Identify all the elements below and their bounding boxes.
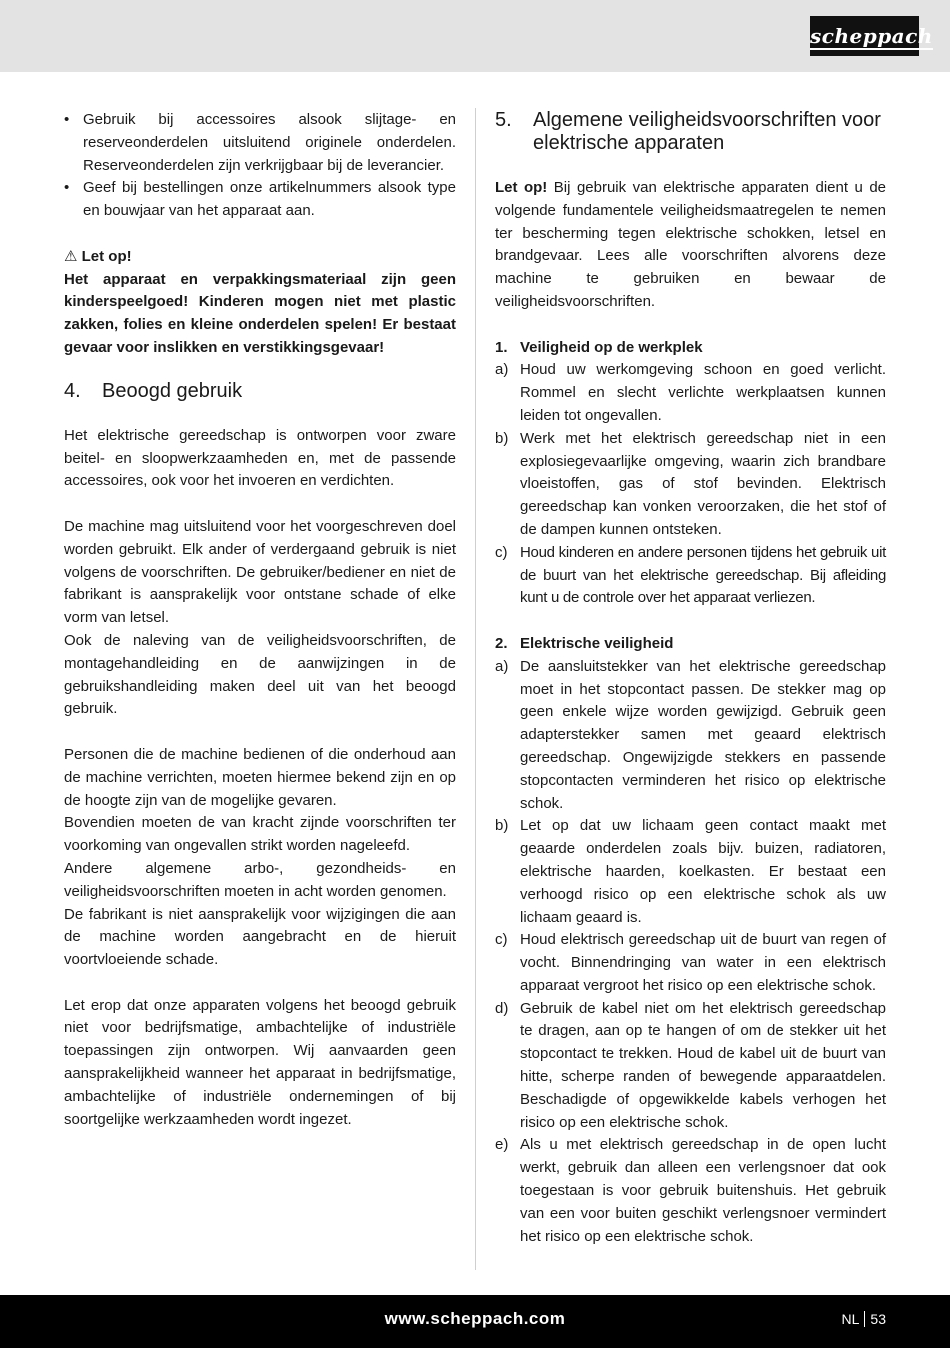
page-indicator xyxy=(842,1295,886,1343)
page-number: 53 xyxy=(870,1311,886,1327)
section-4-number: 4. xyxy=(64,379,81,402)
list-item xyxy=(495,542,886,610)
right-column xyxy=(495,109,886,1248)
subsection-1-title: Veiligheid op de werkplek xyxy=(520,338,703,356)
item-label: e) xyxy=(495,1136,509,1154)
item-label: b) xyxy=(495,429,509,447)
item-label: d) xyxy=(495,999,509,1017)
item-text: Als u met elektrisch gereedschap in de open lucht werkt, gebruik dan alleen een verlengsnoer dat ook toegestaan is voor gebruik buitenshuis. Het gebruik van een voor buiten geschikt verlengsnoer vermindert het risico op een elektrische schok. xyxy=(520,1136,886,1245)
item-text: Gebruik de kabel niet om het elektrisch gereedschap te dragen, aan op te hangen of om de stekker uit het stopcontact te trekken. Houd de kabel uit de buurt van hitte, scherpe randen of bewegende apparaatdelen. Beschadigde of opgewikkelde kabels verhogen het risico op een elektrische schok. xyxy=(520,999,886,1131)
paragraph: De fabrikant is niet aansprakelijk voor wijzigingen die aan de machine worden aangebracht en de hieruit voortvloeiende schade. xyxy=(64,905,456,969)
bullet-item: • Gebruik bij accessoires alsook slijtage- en reserveonderdelen uitsluitend originele onderdelen. Reserveonderdelen zijn verkrijgbaar bij de leverancier. xyxy=(64,109,456,177)
paragraph: Het elektrische gereedschap is ontworpen voor zware beitel- en sloopwerkzaamheden en, met de passende accessoires, ook voor het invoeren en verdichten. xyxy=(64,426,456,490)
item-text: Let op dat uw lichaam geen contact maakt met geaarde onderdelen zoals bijv. buizen, radiatoren, elektrische haarden, koelkasten. Er bestaat een verhoogd risico op een elektrische schok als uw lichaam geaard is. xyxy=(520,817,886,926)
subsection-1-heading xyxy=(495,337,886,360)
list-item xyxy=(495,428,886,542)
subsection-1-number: 1. xyxy=(495,338,508,356)
intro-bold: Let op! xyxy=(495,179,548,196)
item-text: Houd elektrisch gereedschap uit de buurt van regen of vocht. Binnendringing van water in een elektrisch apparaat vergroot het risico op een elektrische schok. xyxy=(520,931,886,994)
intro-text: Bij gebruik van elektrische apparaten dient u de volgende fundamentele veiligheidsmaatregelen te nemen ter bescherming tegen elektrische schokken, letsel en brandgevaar. Lees alle voorschriften alvorens deze machine te gebruiken en bewaar de veiligheidsvoorschriften. xyxy=(495,179,886,310)
item-label: b) xyxy=(495,817,509,835)
item-text: Houd kinderen en andere personen tijdens het gebruik uit de buurt van het elektrische gereedschap. Bij afleiding kunt u de controle over het apparaat verliezen. xyxy=(520,543,886,607)
item-label: a) xyxy=(495,361,509,379)
scheppach-logo xyxy=(810,16,933,56)
item-text: De aansluitstekker van het elektrische gereedschap moet in het stopcontact passen. De stekker mag op geen enkele wijze worden gewijzigd. Gebruik geen adapterstekker samen met geaard elektrisch gereedschap. Ongewijzigde stekkers en passende stopcontacten verminderen het risico op elektrische schok. xyxy=(520,657,886,812)
header-band xyxy=(0,0,950,72)
footer-url[interactable]: www.scheppach.com xyxy=(384,1309,566,1328)
language-code: NL xyxy=(841,1311,860,1327)
section-5-intro xyxy=(495,177,886,314)
section-5-heading xyxy=(495,109,886,155)
paragraph: Personen die de machine bedienen of die onderhoud aan de machine verrichten, moeten hiermee bekend zijn en op de hoogte zijn van de mogelijke gevaren. xyxy=(64,745,456,809)
subsection-2-heading xyxy=(495,633,886,656)
item-text: Werk met het elektrisch gereedschap niet in een explosiegevaarlijke omgeving, waarin zich brandbare vloeistoffen, gas of stof bevinden. Elektrisch gereedschap kan vonken veroorzaken, die het stof of de dampen kunnen ontsteken. xyxy=(520,429,886,538)
section-4-heading xyxy=(64,380,456,403)
paragraph: De machine mag uitsluitend voor het voorgeschreven doel worden gebruikt. Elk ander of verdergaand gebruik is niet volgens de voorschriften. De gebruiker/bediener en niet de fabrikant is aansprakelijk voor ontstane schade of elke vorm van letsel. xyxy=(64,517,456,627)
column-divider xyxy=(475,108,476,1270)
paragraph: Andere algemene arbo-, gezondheids- en veiligheidsvoorschriften moeten in acht worden genomen. xyxy=(64,859,456,900)
warning-title: ⚠ Let op! xyxy=(64,247,132,265)
bullet-item: • Geef bij bestellingen onze artikelnummers alsook type en bouwjaar van het apparaat aan. xyxy=(64,177,456,223)
footer-bar xyxy=(0,1295,950,1348)
item-text: Houd uw werkomgeving schoon en goed verlicht. Rommel en slecht verlichte werkplaatsen kunnen leiden tot ongevallen. xyxy=(520,361,886,424)
subsection-2-title: Elektrische veiligheid xyxy=(520,634,674,652)
page-separator xyxy=(864,1311,865,1327)
list-item xyxy=(495,1134,886,1248)
list-item xyxy=(495,929,886,997)
left-column xyxy=(64,109,456,1131)
item-label: c) xyxy=(495,543,508,561)
paragraph: Let erop dat onze apparaten volgens het beoogd gebruik niet voor bedrijfsmatige, ambachtelijke of industriële toepassingen zijn ontworpen. Wij aanvaarden geen aansprakelijkheid wanneer het apparaat in bedrijfsmatige, ambachtelijke of industriële ondernemingen of bij soortgelijke werkzaamheden wordt ingezet. xyxy=(64,996,456,1128)
section-5-title: Algemene veiligheidsvoorschriften voor elektrische apparaten xyxy=(533,109,881,154)
item-label: c) xyxy=(495,931,508,949)
item-label: a) xyxy=(495,657,509,675)
paragraph: Ook de naleving van de veiligheidsvoorschriften, de montagehandleiding en de aanwijzingen in de gebruikshandleiding maken deel uit van het beoogd gebruik. xyxy=(64,631,456,718)
list-item xyxy=(495,815,886,929)
logo-text: scheppach xyxy=(810,24,933,48)
section-5-number: 5. xyxy=(495,109,512,131)
section-4-title: Beoogd gebruik xyxy=(102,379,243,402)
list-item xyxy=(495,359,886,427)
subsection-2-number: 2. xyxy=(495,634,508,652)
list-item xyxy=(495,998,886,1135)
list-item xyxy=(495,656,886,816)
paragraph: Bovendien moeten de van kracht zijnde voorschriften ter voorkoming van ongevallen strikt worden nageleefd. xyxy=(64,814,456,855)
warning-body: Het apparaat en verpakkingsmateriaal zijn geen kinderspeelgoed! Kinderen mogen niet met plastic zakken, folies en kleine onderdelen spelen! Er bestaat gevaar voor inslikken en verstikkingsgevaar! xyxy=(64,270,456,356)
